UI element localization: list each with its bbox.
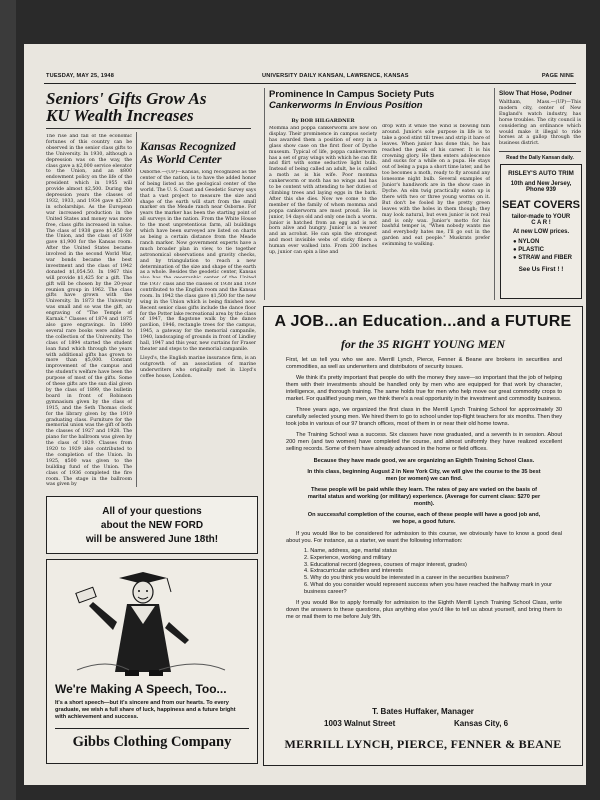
- gibbs-ad-headline: We're Making A Speech, Too...: [55, 682, 227, 696]
- cankerworm-headline: [269, 90, 491, 111]
- risley-option-plastic: ● PLASTIC: [513, 247, 544, 253]
- risley-option-nylon: ● NYLON: [513, 239, 540, 245]
- risley-seat-covers: SEAT COVERS: [501, 199, 581, 211]
- merrill-question-item: 5. Why do you think you would be interested in a career in the securities business?: [304, 575, 509, 582]
- risley-option-straw: ● STRAW and FIBER: [513, 255, 572, 261]
- merrill-question-item: 6. What do you consider would represent success when you have reached the halfway mark in your business career?: [304, 581, 552, 595]
- recognized-headline: [140, 140, 260, 166]
- risley-name: RISLEY'S AUTO TRIM: [508, 170, 574, 177]
- read-kansan-filler: Read the Daily Kansan daily.: [499, 151, 581, 161]
- cankerworm-story-column-2: [382, 124, 490, 298]
- seniors-story-part-2: Constant improvement of the campus and the student's welfare have been the purpose of most of the gifts. Some of these gifts are the sun dial given by the class of 1899, the bulletin board in front of Robinson gymnasium given by the class of 1915, and the Seth Thomas clock for the library given by the 1919 graduating class. Furniture for the memorial union was the gift of both the classes of 1927 and 1928. The piano for the ballroom was given by the class of 1929. Classes from 1920 to 1929 also contributed to the completion of the Union. In 1925, $500 was given to the building fund of the Union. The class of 1936 completed the fire room. The stage in the ballroom was given by: [46, 358, 132, 488]
- risley-option-straw-label: STRAW and FIBER: [518, 255, 572, 261]
- gibbs-clothing-ad: [46, 559, 258, 764]
- page-header: [24, 73, 586, 83]
- merrill-headline: A JOB...an Education...and a FUTURE: [274, 313, 572, 330]
- risley-phone: Phone 939: [525, 187, 556, 193]
- ford-ad-line2: about the NEW FORD: [100, 520, 204, 531]
- merrill-para-history: Three years ago, we organized the first class in the Merrill Lynch Training School for approximately 30 carefully selected young men. We hired them to go to school under top-flight teachers for six months. Then they took jobs in various of our 97 branch offices, most of them in or near their old home towns.: [286, 407, 562, 427]
- risley-auto-trim-ad: [500, 164, 582, 299]
- gibbs-ad-company: Gibbs Clothing Company: [72, 734, 232, 750]
- merrill-signature-name: T. Bates Huffaker, Manager: [372, 707, 474, 716]
- merrill-para-success: The Training School was a success. Six classes have now graduated, and a seventh is in session. About 200 men (and two women) have completed the course, and almost uniformly they have realized excellent selling records. Some of them have already advanced in the home or field offices.: [286, 432, 562, 452]
- cankerworm-byline: By BOB HILGARDNER: [291, 118, 355, 124]
- header-rule: [44, 83, 576, 84]
- risley-low-prices: At new LOW prices.: [512, 229, 570, 235]
- merrill-para-intro: First, let us tell you who we are. Merrill Lynch, Pierce, Fenner & Beane are brokers in securities and commodities, as well as underwriters and distributors of security issues.: [286, 357, 562, 370]
- graduate-illustration: [47, 562, 257, 680]
- seniors-story-part-1: The rise and fall of the economic fortunes of this country can be observed in the senior class gifts to the University. In 1930, although a depression was on the way, the class gave a $2,000 service elevator to the Union, and an $800 endowment policy on the life of the president which in 1955 will provide almost $2,500. During the depression years the classes of 1932, 1933, and 1934 gave $2,200 in scholarships. As the European war increased production in the United States and money was more free, class gifts increased in value. The class of 1938 gave $1,450 for the Union, and the class of 1939 gave $1,900 for the Kansas room. After the United States became involved in the second World War, war bonds became the best investment and the class of 1942 donated $1,054.50. In 1967 this will provide $1,425 for a gift. The gift will be chosen by the 20-year reunion group in 1962. The class gifts have grown with the University. In 1873 the University was small and so was the gift, an engraving of "The Temple of Karnak." Classes of 1874 and 1875 also gave engravings. In 1890 several rare books were added to the collection of the University. The class of 1894 started the student loan fund which through the years with additional gifts has grown to more than $5,000.: [46, 134, 132, 364]
- column-rule: [136, 132, 137, 487]
- risley-tailor-made: tailor-made to YOUR: [511, 214, 571, 220]
- ford-ad-line1: All of your questions: [102, 506, 202, 517]
- seniors-continuation-text: the 1937 class and the classes of 1938 and 1939 contributed to the English room and the Kansas room. In 1942 the class gave $1,500 for the new wing in the Union which is being finished now. Recent senior class gifts include the dance floor for the Potter lake recreational area by the class of 1947, the flagstone walk by the dance pavilion, 1946, rectangle trees for the campus, 1945, a gateway for the memorial campanile, 1940, landscaping of grounds in front of Lindley hall, 1947 and this year, new curtains for Fraser theater and steps to the memorial campanile.: [140, 282, 256, 352]
- merrill-para-pay: These people will be paid while they learn. The rates of pay are varied on the basis of marital status and working (or military) experience. (Average for current class: $270 per month).: [307, 487, 541, 507]
- cankerworm-headline-line1: Prominence In Campus Society Puts: [269, 90, 435, 100]
- merrill-para-future: On successful completion of the course, each of these people will have a good job and, we hope, a good future.: [307, 512, 541, 525]
- merrill-signature-city: Kansas City, 6: [454, 719, 509, 728]
- cankerworm-story-part-1: Momma and poppa cankerworm are now on display. Their prominence in campus society has awarded them a position of envy in a glass show case on the first floor of Dyche museum. Typical of life, poppa cankerworm has a set of gray wings with which he can flit and flirt with some seductive light bulb. Instead of being called an adult, he is called a moth as is his wife. Poor momma cankerworm or moth has no wings and has to be content with attending to her duties of climbing trees and laying eggs in the bark. After this she dies. Now we come to the member of the family of whom momma and poppa cankerworm are most proud. He is junior, 14 days old and only one inch a worm. Junior is hatched from an egg and is not born alive and hungry. Junior is a weaver and an acrobat. He can spin the strongest and most invisible webs of sticky fibers a human ever walked into. From 200 inches up, junior can spin a line and: [269, 126, 377, 256]
- merrill-para-importance: We think it's pretty important that people do with the money they save—so important that the job of helping them with their investments should be handled only by men who are equipped for that work by character, intelligence, and thorough training. The same holds true for men who help move our great commodity crops to market. For qualified young men, we think there's a real opportunity in the investment and commodity business.: [286, 375, 562, 402]
- risley-car: C A R !: [531, 220, 551, 226]
- recognized-headline-line2: As World Center: [140, 152, 222, 166]
- merrill-para-eighth-class: Because they have made good, we are organizing an Eighth Training School Class.: [313, 458, 535, 464]
- gibbs-ad-body: It's a short speech—but it's sincere and from our hearts. To every graduate, we wish a full share of luck, happiness and a future bright with achievement and success.: [55, 700, 236, 721]
- column-rule: [264, 88, 265, 300]
- risley-address: 10th and New Jersey,: [510, 181, 572, 187]
- ford-ad-line3: will be answered June 18th!: [85, 534, 219, 545]
- merrill-subheadline: for the 35 RIGHT YOUNG MEN: [340, 337, 506, 351]
- recognized-story-text: Osborne.—(UP)—Kansas, long recognized as the center of the nation, is to have the added honor of being listed as the geological center of the world. The U. S. Coast and Geodetic Survey says that a vast project to measure the size and shape of the earth will start from the small marker on the Meade ranch near Osborne. For years the marker has been the starting point of all surveys in the nation. From the White House to the most unpretentious farm, all buildings which have been surveyed are listed on charts as being a certain distance from the Meade ranch marker. Now government experts have a much broader plan in view, to tie together astronomical observations and gravity checks, and by triangulation to reach a new determination of the size and shape of the earth as a whole. Besides the geodetic center, Kansas: [140, 170, 256, 276]
- merrill-question-item: 4. Extracurricular activities and interests: [304, 568, 403, 575]
- column-rule: [494, 88, 495, 300]
- merrill-para-new-york: In this class, beginning August 2 in New York City, we will give the course to the 35 best men (or women) we can find.: [307, 469, 541, 482]
- slow-hose-headline: Slow That Hose, Podner: [499, 90, 573, 97]
- merrill-question-list: [304, 548, 552, 596]
- cankerworm-headline-line2: Cankerworms In Envious Position: [269, 99, 423, 111]
- seniors-headline-line2: KU Wealth Increases: [46, 106, 194, 124]
- recognized-story-column: [140, 170, 256, 278]
- merrill-para-apply: If you would like to apply formally for admission to the Eighth Merrill Lynch Training School Class, write down the answers to these questions, plus anything else you'd like to tell us about yourself, and bring them to me or mail them to me before July 9th.: [286, 599, 562, 620]
- recognized-continuation-column: [140, 282, 256, 394]
- merrill-para-admission: If you would like to be considered for admission to this course, we obviously have to know a good deal about you. For instance, as a starter, we want the following information:: [286, 531, 562, 544]
- header-date: TUESDAY, MAY 25, 1948: [46, 73, 115, 79]
- merrill-firm-name: MERRILL LYNCH, PIERCE, FENNER & BEANE: [284, 737, 562, 751]
- newspaper-page: [24, 44, 586, 785]
- seniors-story-column-1: [46, 134, 132, 489]
- seniors-headline: [46, 90, 256, 124]
- merrill-question-item: 1. Name, address, age, marital status: [304, 548, 397, 554]
- merrill-signature-street: 1003 Walnut Street: [324, 719, 396, 728]
- cankerworm-story-part-2: drop with it while the wind is blowing him around. Junior's sole purpose in life is to take a good stint till trees and strip it bare of leaves. When junior has done this, he has reached the peak of his career. It is his crowning glory. He then enters adolescence and sucks for a while on a pupa. He stays out of being a pupa a short time later, and he too becomes a moth, ready to fly around any lonesome night bulb. Several examples of Junior's handiwork are in the show case in Dyche. An elm twig practically eaten up is there with two or three young worms on it. But don't be fooled by the pretty green leaves with the holes in them though; they may look natural, but even junior is not real and is only wax. Junior's motto for his bashful temper is, "When nobody wants me and everybody hates me, I'll go out in the garden and eat people." Muskrats prefer swimming to walking.: [382, 124, 490, 248]
- recognized-headline-line1: Kansas Recognized: [140, 140, 236, 153]
- seniors-headline-line1: Seniors' Gifts Grow As: [46, 90, 207, 108]
- risley-option-plastic-label: PLASTIC: [518, 247, 544, 253]
- header-paper-name: UNIVERSITY DAILY KANSAN, LAWRENCE, KANSAS: [262, 73, 409, 79]
- header-page-number: PAGE NINE: [541, 73, 574, 79]
- merrill-ad-body: [286, 357, 562, 621]
- cankerworm-story-column-1: [269, 126, 377, 298]
- slow-hose-body: Waltham, Mass.—(UP)—This modern city, center of New England's watch industry, has horse troubles. The city council is considering an ordinance which would make it illegal to ride horses at a gallop through the business district.: [499, 100, 581, 147]
- slow-hose-story: [499, 90, 581, 161]
- seniors-headline-rule: [46, 128, 251, 129]
- risley-option-nylon-label: NYLON: [518, 239, 540, 245]
- lloyds-filler: Lloyd's, the English marine insurance firm, is an outgrowth of an association of marine underwriters who originally met in Lloyd's coffee house, London.: [140, 355, 256, 379]
- binding-strip: [0, 0, 16, 800]
- merrill-question-item: 2. Experience, working and military: [304, 554, 391, 561]
- ford-ad: [46, 496, 258, 554]
- merrill-lynch-ad: [263, 306, 583, 766]
- risley-see-us-first: See Us First ! !: [518, 266, 564, 273]
- merrill-question-item: 3. Educational record (degrees, courses of major interest, grades): [304, 561, 467, 568]
